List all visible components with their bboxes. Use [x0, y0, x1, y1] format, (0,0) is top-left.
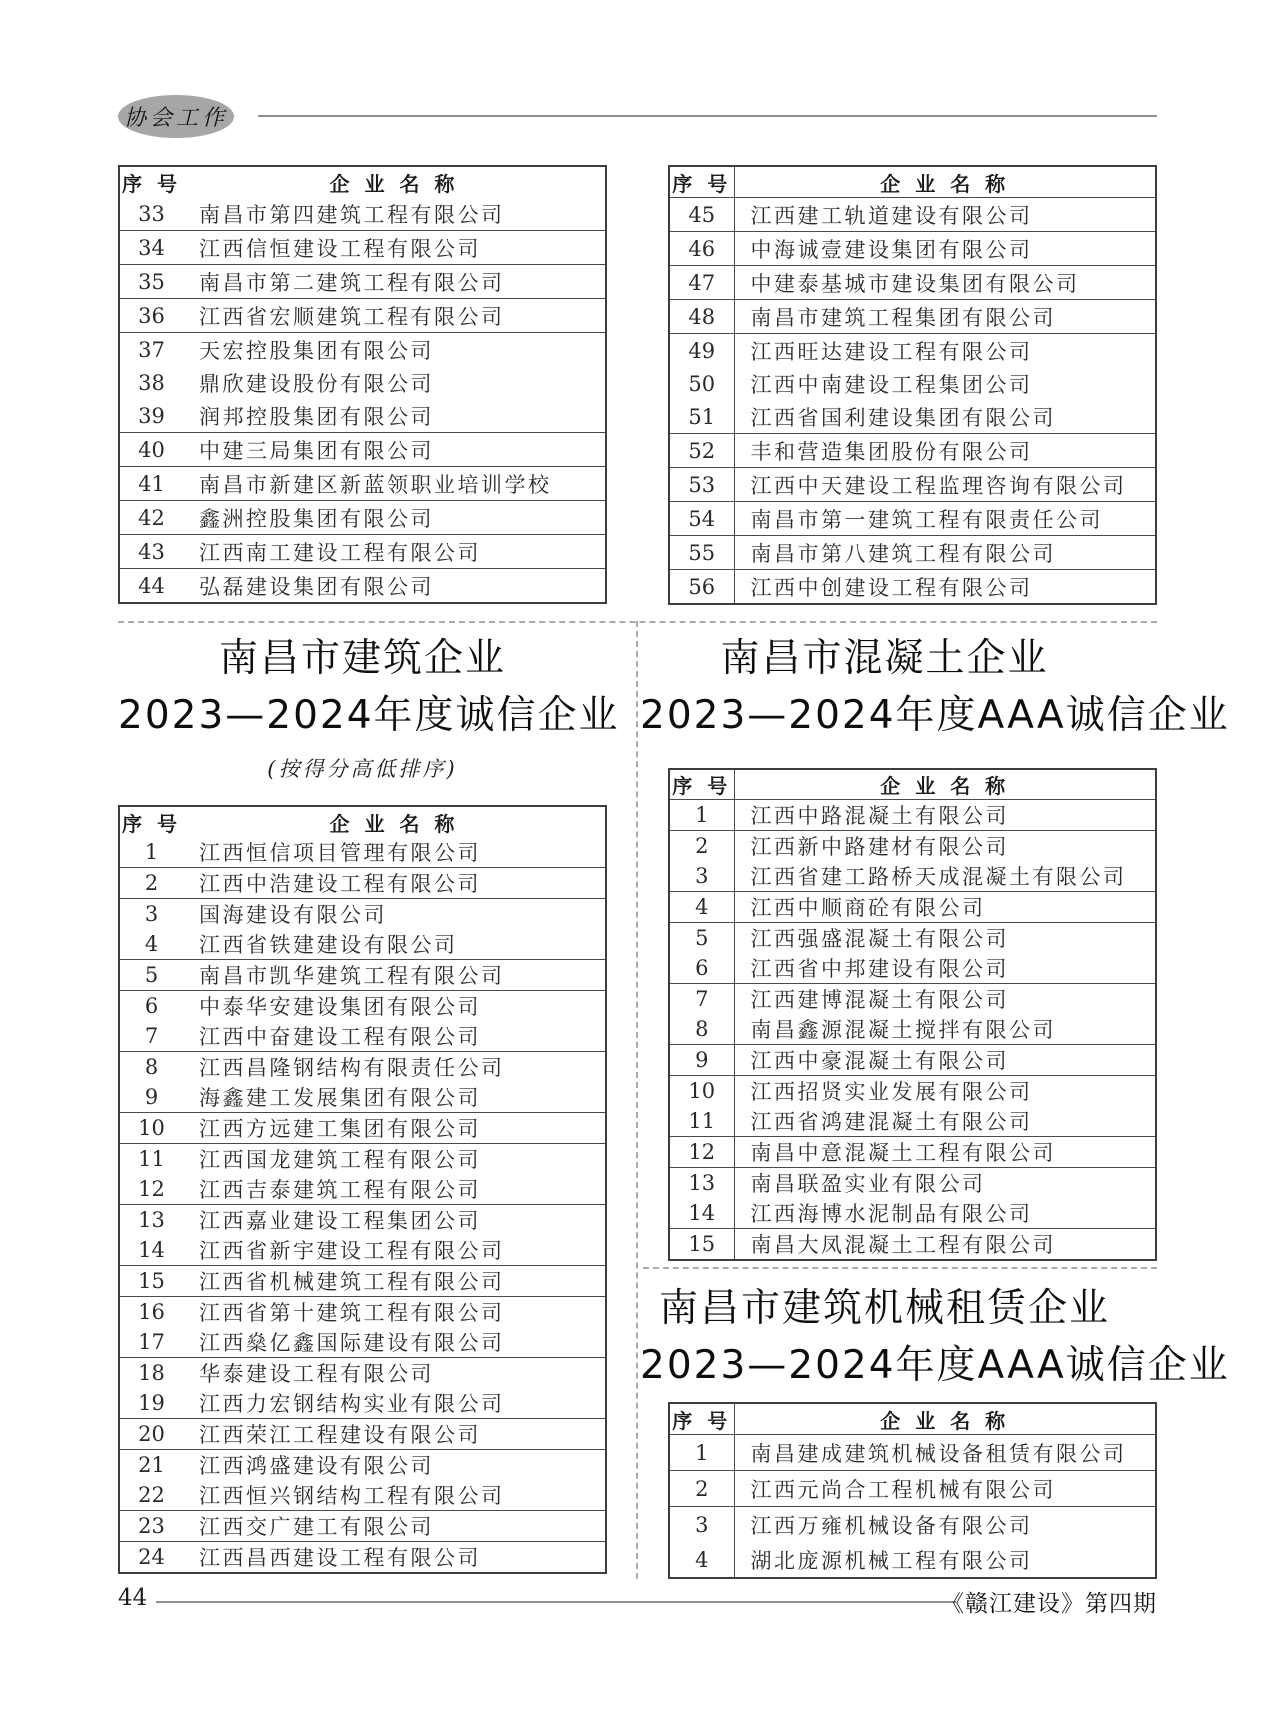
company-name: 南昌鑫源混凝土搅拌有限公司 [734, 1014, 1156, 1045]
table-header-row [669, 1403, 1156, 1435]
table-row [119, 231, 606, 265]
company-name: 江西万雍机械设备有限公司 [750, 1513, 1033, 1538]
concrete-section-title [640, 630, 1230, 744]
machinery-company-table [668, 1402, 1157, 1579]
row-number: 44 [138, 573, 165, 598]
company-name: 江西鸿盛建设有限公司 [199, 1454, 434, 1478]
row-number: 16 [138, 1300, 165, 1324]
table-row [669, 502, 1156, 536]
column-header-name: 企 业 名 称 [734, 166, 1156, 198]
row-number: 4 [119, 929, 183, 960]
table-header-row [119, 166, 606, 197]
company-name: 江西国龙建筑工程有限公司 [199, 1148, 481, 1172]
table-row [669, 1229, 1156, 1261]
row-number: 36 [119, 299, 183, 333]
row-number: 24 [138, 1545, 165, 1569]
row-number: 49 [669, 334, 734, 368]
table-row [119, 1113, 606, 1144]
company-name: 江西省第十建筑工程有限公司 [199, 1301, 505, 1325]
company-name: 江西省建工路桥天成混凝土有限公司 [734, 861, 1156, 892]
journal-issue-label: 《赣江建设》第四期 [941, 1591, 1157, 1617]
table-row [669, 1014, 1156, 1045]
company-name: 南昌市第二建筑工程有限公司 [183, 265, 606, 299]
table-row [669, 1076, 1156, 1107]
company-name: 江西中顺商砼有限公司 [734, 892, 1156, 923]
company-name: 江西恒信项目管理有限公司 [183, 837, 606, 868]
row-number: 52 [669, 434, 734, 468]
row-number: 10 [669, 1076, 734, 1107]
company-name: 南昌市第一建筑工程有限责任公司 [734, 502, 1156, 536]
table-row [669, 861, 1156, 892]
row-number: 2 [119, 868, 183, 899]
table-row [669, 300, 1156, 334]
row-number: 23 [119, 1511, 183, 1542]
row-number: 5 [119, 960, 183, 991]
row-number: 54 [669, 502, 734, 536]
row-number: 53 [669, 468, 734, 502]
company-name: 湖北庞源机械工程有限公司 [750, 1548, 1033, 1573]
table-row [669, 1198, 1156, 1229]
table-row [669, 1542, 1156, 1578]
table-row [669, 232, 1156, 266]
table-row [119, 1144, 606, 1175]
row-number: 38 [138, 370, 165, 395]
company-name: 江西中豪混凝土有限公司 [734, 1045, 1156, 1076]
section-title-line1: 南昌市建筑企业 [218, 636, 506, 681]
table-header-row [669, 769, 1156, 800]
table-row [119, 868, 606, 899]
row-number: 15 [669, 1229, 734, 1261]
table-row [119, 960, 606, 991]
table-row [669, 400, 1156, 434]
row-number: 7 [119, 1021, 183, 1052]
row-number: 12 [119, 1174, 183, 1205]
builders-section-title [118, 630, 620, 744]
table-row [119, 467, 606, 501]
row-number: 34 [119, 231, 183, 265]
row-number: 51 [669, 400, 734, 434]
company-name: 江西中创建设工程有限公司 [750, 575, 1033, 600]
row-number: 35 [119, 265, 183, 299]
company-name: 江西昌隆钢结构有限责任公司 [199, 1056, 505, 1080]
company-name: 江西中天建设工程监理咨询有限公司 [734, 468, 1156, 502]
table-row [119, 1388, 606, 1419]
company-name: 江西建博混凝土有限公司 [750, 988, 1009, 1012]
table-row [119, 1480, 606, 1511]
table-row [119, 1327, 606, 1358]
company-name: 江西省宏顺建筑工程有限公司 [183, 299, 606, 333]
column-header-no: 序 号 [669, 769, 734, 800]
table-row [119, 299, 606, 333]
company-name: 江西建工轨道建设有限公司 [734, 198, 1156, 232]
row-number: 11 [138, 1147, 165, 1171]
company-name: 国海建设有限公司 [199, 903, 387, 927]
table-row [119, 1297, 606, 1328]
company-name: 江西方远建工集团有限公司 [183, 1113, 606, 1144]
column-header-no: 序 号 [669, 1403, 734, 1435]
table-row [119, 501, 606, 535]
row-number: 40 [119, 433, 183, 467]
row-number: 6 [669, 953, 734, 984]
table-row [669, 536, 1156, 570]
row-number: 10 [119, 1113, 183, 1144]
row-number: 50 [669, 367, 734, 400]
company-name: 弘磊建设集团有限公司 [199, 574, 434, 599]
company-name: 江西省中邦建设有限公司 [734, 953, 1156, 984]
row-number: 11 [669, 1106, 734, 1137]
table-row [119, 1450, 606, 1481]
table-row [669, 468, 1156, 502]
table-row [119, 1358, 606, 1389]
row-number: 8 [144, 1055, 159, 1079]
company-name: 江西省国利建设集团有限公司 [734, 400, 1156, 434]
row-number: 33 [119, 197, 183, 231]
company-name: 鑫洲控股集团有限公司 [183, 501, 606, 535]
section-title-line1: 南昌市混凝土企业 [720, 636, 1049, 681]
concrete-company-table [668, 768, 1157, 1261]
company-name: 江西省铁建建设有限公司 [183, 929, 606, 960]
row-number: 7 [669, 984, 734, 1015]
company-name: 华泰建设工程有限公司 [199, 1362, 434, 1386]
table-row [669, 953, 1156, 984]
company-name: 南昌大凤混凝土工程有限公司 [750, 1233, 1056, 1257]
row-number: 47 [669, 266, 734, 300]
table-row [669, 831, 1156, 862]
company-name: 海鑫建工发展集团有限公司 [183, 1082, 606, 1113]
company-name: 中建泰基城市建设集团有限公司 [734, 266, 1156, 300]
row-number: 56 [669, 570, 734, 605]
table-header-row [669, 166, 1156, 198]
row-number: 55 [669, 536, 734, 570]
row-number: 46 [669, 232, 734, 266]
row-number: 13 [138, 1208, 165, 1232]
table-header-row [119, 806, 606, 837]
row-number: 2 [669, 1471, 734, 1507]
company-name: 南昌联盈实业有限公司 [750, 1172, 986, 1196]
company-name: 江西恒兴钢结构工程有限公司 [183, 1480, 606, 1511]
table-row [669, 984, 1156, 1015]
table-row [669, 266, 1156, 300]
table-row [669, 1045, 1156, 1076]
table-row [669, 198, 1156, 232]
section-title-line2: 2023—2024年度诚信企业 [118, 693, 620, 738]
table-row [119, 197, 606, 231]
table-row [119, 899, 606, 930]
column-header-no: 序 号 [669, 166, 734, 198]
row-number: 6 [144, 994, 159, 1018]
company-name: 南昌市凯华建筑工程有限公司 [183, 960, 606, 991]
table-row [669, 892, 1156, 923]
company-name: 江西省机械建筑工程有限公司 [183, 1266, 606, 1297]
right-column-dashed-divider [643, 1267, 1157, 1269]
company-name: 江西招贤实业发展有限公司 [750, 1080, 1033, 1104]
table-row [119, 1266, 606, 1297]
row-number: 18 [138, 1361, 165, 1385]
company-name: 江西省新宇建设工程有限公司 [183, 1235, 606, 1266]
company-name: 南昌建成建筑机械设备租赁有限公司 [734, 1435, 1156, 1471]
section-title-line1: 南昌市建筑机械租赁企业 [658, 1286, 1110, 1331]
table-row [119, 1082, 606, 1113]
table-row [669, 1507, 1156, 1543]
table-row [119, 1235, 606, 1266]
company-name: 南昌中意混凝土工程有限公司 [734, 1137, 1156, 1168]
row-number: 19 [119, 1388, 183, 1419]
row-number: 4 [669, 892, 734, 923]
top-left-company-table [118, 165, 607, 604]
company-name: 江西交广建工有限公司 [183, 1511, 606, 1542]
table-row [119, 1174, 606, 1205]
table-row [669, 1168, 1156, 1199]
table-row [119, 569, 606, 604]
row-number: 3 [669, 1507, 734, 1543]
table-row [119, 1021, 606, 1052]
table-row [669, 367, 1156, 400]
footer-rule [156, 1601, 956, 1603]
vertical-dashed-divider [636, 621, 638, 1579]
page-number: 44 [118, 1585, 148, 1611]
table-row [119, 929, 606, 960]
row-number: 3 [669, 861, 734, 892]
company-name: 丰和营造集团股份有限公司 [734, 434, 1156, 468]
company-name: 南昌市新建区新蓝领职业培训学校 [183, 467, 606, 501]
company-name: 江西中路混凝土有限公司 [734, 800, 1156, 831]
row-number: 2 [669, 831, 734, 862]
section-title-line2: 2023—2024年度AAA诚信企业 [640, 693, 1230, 738]
row-number: 14 [119, 1235, 183, 1266]
company-name: 南昌市建筑工程集团有限公司 [734, 300, 1156, 334]
row-number: 1 [669, 800, 734, 831]
company-name: 江西燊亿鑫国际建设有限公司 [183, 1327, 606, 1358]
row-number: 20 [119, 1419, 183, 1450]
company-name: 中海诚壹建设集团有限公司 [734, 232, 1156, 266]
company-name: 江西信恒建设工程有限公司 [183, 231, 606, 265]
row-number: 43 [119, 535, 183, 569]
company-name: 江西荣江工程建设有限公司 [183, 1419, 606, 1450]
company-name: 江西强盛混凝土有限公司 [750, 927, 1009, 951]
section-title-line2: 2023—2024年度AAA诚信企业 [640, 1343, 1230, 1388]
company-name: 南昌市第八建筑工程有限公司 [734, 536, 1156, 570]
row-number: 48 [669, 300, 734, 334]
row-number: 39 [119, 399, 183, 433]
table-row [119, 1205, 606, 1236]
company-name: 天宏控股集团有限公司 [199, 338, 434, 363]
builders-section-subtitle: (按得分高低排序) [267, 757, 458, 781]
row-number: 9 [119, 1082, 183, 1113]
table-row [119, 1419, 606, 1450]
row-number: 3 [144, 902, 159, 926]
table-row [119, 399, 606, 433]
table-row [669, 1471, 1156, 1507]
row-number: 5 [669, 923, 734, 954]
company-name: 南昌市第四建筑工程有限公司 [183, 197, 606, 231]
table-row [119, 433, 606, 467]
company-name: 江西旺达建设工程有限公司 [750, 339, 1033, 364]
table-row [669, 434, 1156, 468]
row-number: 9 [669, 1045, 734, 1076]
table-row [669, 923, 1156, 954]
company-name: 江西中奋建设工程有限公司 [183, 1021, 606, 1052]
section-badge: 协会工作 [118, 95, 234, 138]
company-name: 润邦控股集团有限公司 [183, 399, 606, 433]
top-right-company-table [668, 165, 1157, 605]
column-header-name: 企 业 名 称 [329, 171, 459, 196]
company-name: 江西力宏钢结构实业有限公司 [183, 1388, 606, 1419]
company-name: 江西中南建设工程集团公司 [750, 372, 1033, 397]
company-name: 江西海博水泥制品有限公司 [734, 1198, 1156, 1229]
table-row [119, 1052, 606, 1083]
row-number: 15 [119, 1266, 183, 1297]
row-number: 12 [669, 1137, 734, 1168]
header-rule [258, 115, 1157, 117]
row-number: 21 [138, 1453, 165, 1477]
machinery-section-title [640, 1280, 1230, 1394]
row-number: 41 [119, 467, 183, 501]
table-row [669, 800, 1156, 831]
column-header-name: 企 业 名 称 [734, 1403, 1156, 1435]
company-name: 江西中浩建设工程有限公司 [183, 868, 606, 899]
builders-company-table [118, 805, 607, 1574]
row-number: 1 [669, 1435, 734, 1471]
row-number: 1 [119, 837, 183, 868]
table-row [119, 333, 606, 367]
row-number: 45 [669, 198, 734, 232]
table-row [119, 991, 606, 1022]
table-row [119, 1542, 606, 1574]
row-number: 8 [669, 1014, 734, 1045]
company-name: 江西嘉业建设工程集团公司 [199, 1209, 481, 1233]
table-row [119, 366, 606, 399]
row-number: 37 [138, 337, 165, 362]
table-row [669, 334, 1156, 368]
row-number: 14 [669, 1198, 734, 1229]
row-number: 17 [119, 1327, 183, 1358]
table-row [119, 1511, 606, 1542]
table-row [669, 1435, 1156, 1471]
row-number: 13 [669, 1168, 734, 1199]
company-name: 江西吉泰建筑工程有限公司 [183, 1174, 606, 1205]
company-name: 中泰华安建设集团有限公司 [199, 995, 481, 1019]
row-number: 42 [119, 501, 183, 535]
column-header-no: 序 号 [122, 811, 181, 836]
table-row [669, 1137, 1156, 1168]
company-name: 中建三局集团有限公司 [183, 433, 606, 467]
table-row [669, 1106, 1156, 1137]
company-name: 江西新中路建材有限公司 [750, 835, 1009, 859]
column-header-name: 企 业 名 称 [734, 769, 1156, 800]
column-header-no: 序 号 [122, 171, 181, 196]
table-row [119, 535, 606, 569]
company-name: 江西省鸿建混凝土有限公司 [734, 1106, 1156, 1137]
table-row [119, 837, 606, 868]
table-row [669, 570, 1156, 605]
company-name: 江西昌西建设工程有限公司 [199, 1546, 481, 1570]
company-name: 江西元尚合工程机械有限公司 [734, 1471, 1156, 1507]
row-number: 22 [119, 1480, 183, 1511]
company-name: 鼎欣建设股份有限公司 [199, 371, 434, 396]
company-name: 江西南工建设工程有限公司 [183, 535, 606, 569]
row-number: 4 [669, 1542, 734, 1578]
column-header-name: 企 业 名 称 [329, 811, 459, 836]
table-row [119, 265, 606, 299]
